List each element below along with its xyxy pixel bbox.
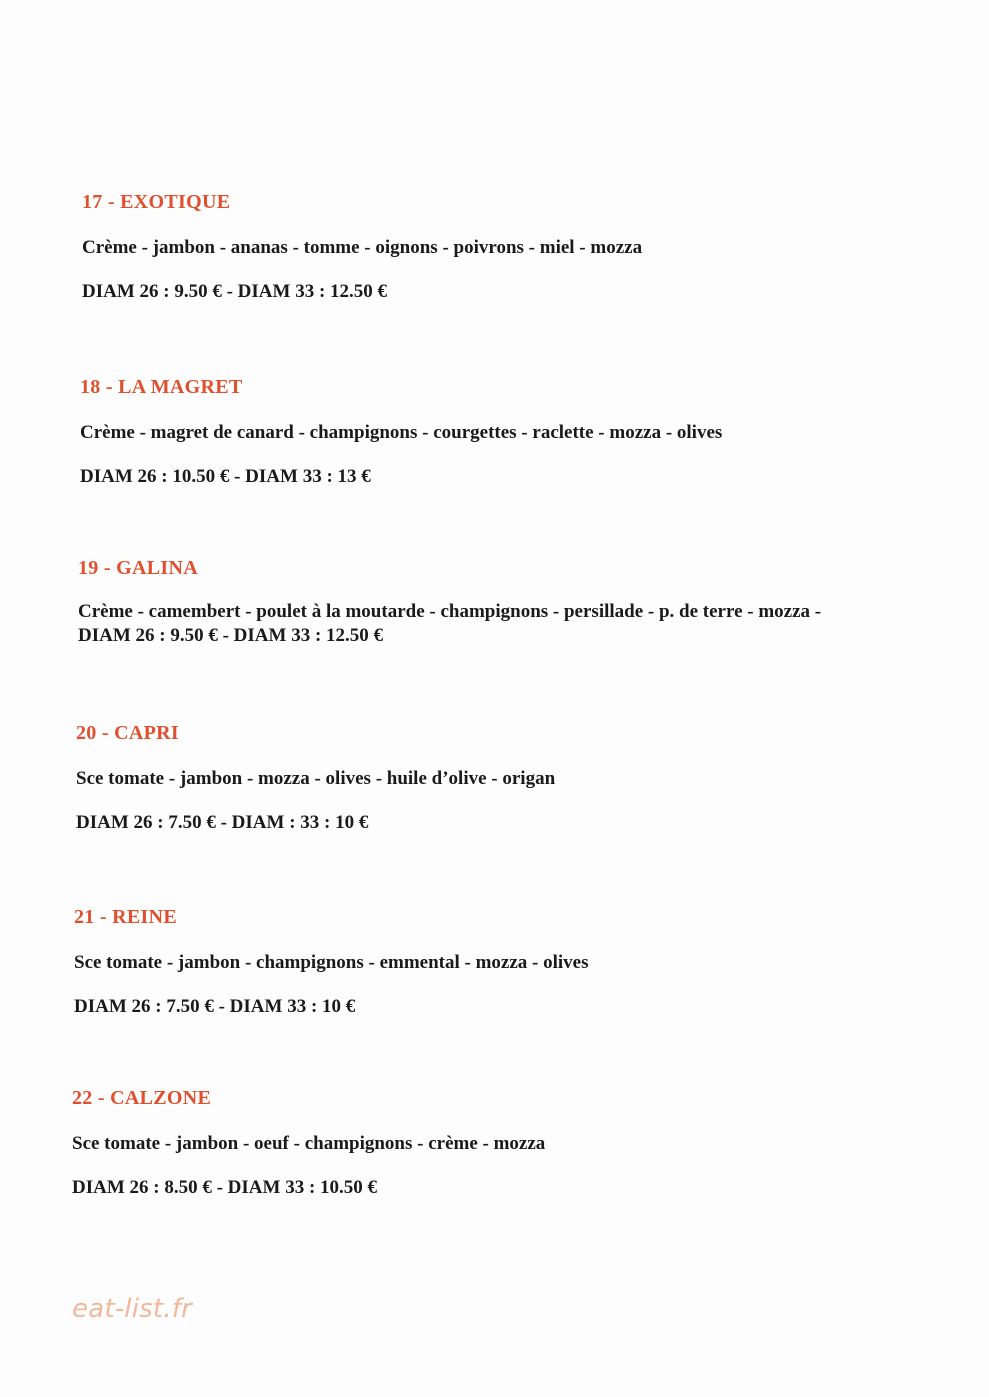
item-price: DIAM 26 : 7.50 € - DIAM 33 : 10 € xyxy=(74,996,356,1017)
item-title: 20 - CAPRI xyxy=(76,722,179,744)
item-description: Crème - jambon - ananas - tomme - oignons - poivrons - miel - mozza xyxy=(82,237,643,258)
item-description: Crème - magret de canard - champignons - courgettes - raclette - mozza - olives xyxy=(80,422,723,443)
menu-item-reine xyxy=(74,905,589,1019)
item-price: DIAM 26 : 8.50 € - DIAM 33 : 10.50 € xyxy=(72,1177,378,1198)
item-description: Sce tomate - jambon - champignons - emmental - mozza - olives xyxy=(74,952,589,973)
menu-item-calzone xyxy=(72,1086,545,1200)
menu-item-capri xyxy=(76,721,555,835)
item-price: DIAM 26 : 10.50 € - DIAM 33 : 13 € xyxy=(80,466,371,487)
item-title: 22 - CALZONE xyxy=(72,1087,212,1109)
item-price: DIAM 26 : 9.50 € - DIAM 33 : 12.50 € xyxy=(82,281,388,302)
menu-item-galina xyxy=(78,556,838,648)
item-title: 17 - EXOTIQUE xyxy=(82,191,231,213)
item-title: 18 - LA MAGRET xyxy=(80,376,243,398)
item-title: 19 - GALINA xyxy=(78,557,198,579)
watermark-logo: eat-list.fr xyxy=(72,1294,192,1324)
item-title: 21 - REINE xyxy=(74,906,178,928)
item-description: Crème - camembert - poulet à la moutarde - champignons - persillade - p. de terre - mozza - DIAM 26 : 9.50 € - DIAM 33 : 12.50 € xyxy=(78,601,822,646)
item-description: Sce tomate - jambon - mozza - olives - huile d’olive - origan xyxy=(76,768,556,789)
item-description: Sce tomate - jambon - oeuf - champignons - crème - mozza xyxy=(72,1133,546,1154)
menu-item-la-magret xyxy=(80,375,722,489)
item-price: DIAM 26 : 7.50 € - DIAM : 33 : 10 € xyxy=(76,812,369,833)
menu-item-exotique xyxy=(82,190,642,304)
